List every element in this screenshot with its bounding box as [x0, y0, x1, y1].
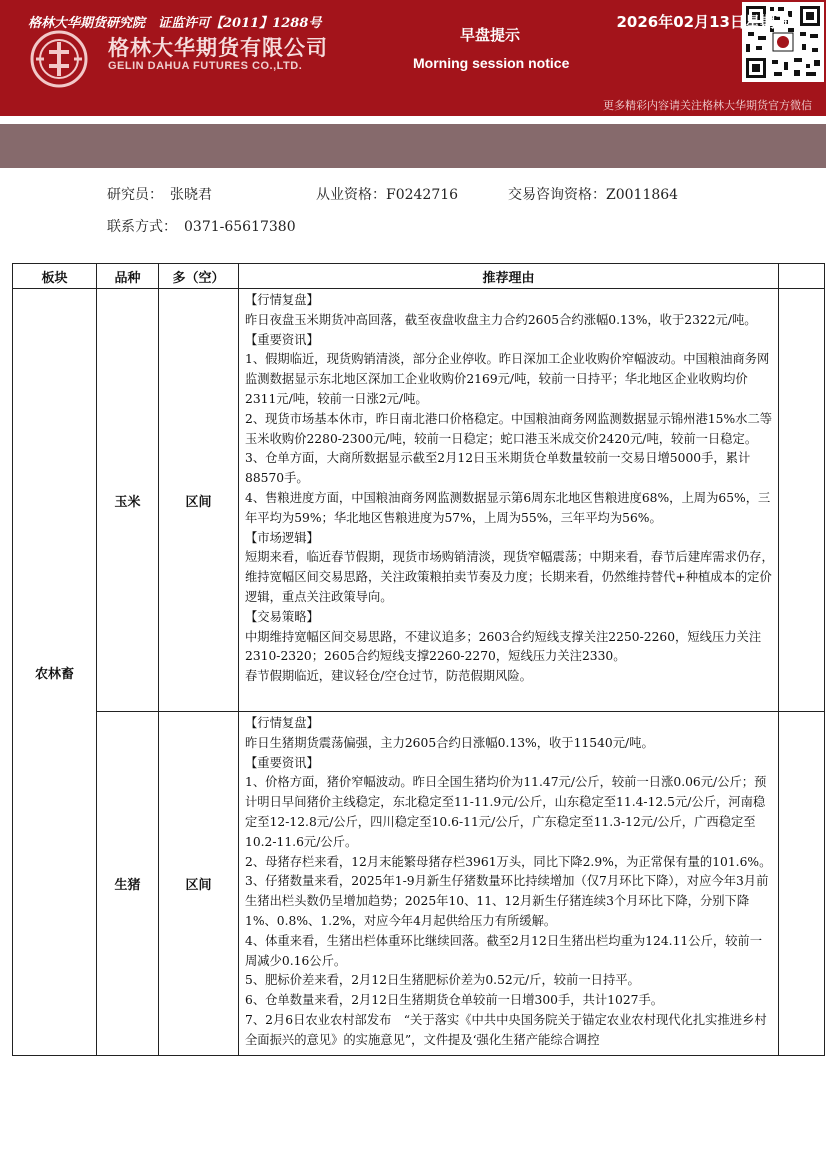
blank-cell	[779, 712, 825, 1056]
reason-paragraphs	[245, 291, 774, 687]
reason-cell	[239, 712, 779, 1056]
section-heading: 【重要资讯】	[245, 332, 319, 347]
reason-paragraph: 1、假期临近，现货购销清淡，部分企业停收。昨日深加工企业收购价窄幅波动。中国粮油商务网监测数据显示东北地区深加工企业收购价2169元/吨，较前一日持平；华北地区企业收购均价2311元/吨，较前一日涨2元/吨。	[245, 352, 770, 406]
wechat-follow-note: 更多精彩内容请关注格林大华期货官方微信	[603, 99, 812, 112]
report-date: 2026年02月13日星期五	[616, 13, 790, 31]
notice-title-en: Morning session notice	[413, 55, 570, 71]
section-heading: 【行情复盘】	[245, 293, 319, 307]
reason-paragraph: 1、价格方面，猪价窄幅波动。昨日全国生猪均价为11.47元/公斤，较前一日涨0.06元/公斤；预计明日早间猪价主线稳定，东北稳定至11-11.9元/公斤，山东稳定至11.4-12.5元/公斤，河南稳定至12-12.8元/公斤，四川稳定至10.6-11元/公斤，广东稳定至11.3-12元/公斤，广西稳定至10.2-11.6元/公斤。	[245, 775, 767, 849]
reason-paragraph: 3、仔猪数量来看，2025年1-9月新生仔猪数量环比持续增加（仅7月环比下降），对应今年3月前生猪出栏头数仍呈增加趋势；2025年10、11、12月新生仔猪连续3个月环比下降，分别下降1%、0.8%、1.2%，对应今年4月起供给压力有所缓解。	[245, 874, 769, 928]
company-name-en: GELIN DAHUA FUTURES CO.,LTD.	[108, 60, 303, 72]
notice-title-cn: 早盘提示	[460, 26, 521, 44]
reason-paragraph: 4、体重来看，生猪出栏体重环比继续回落。截至2月12日生猪出栏均重为124.11公斤，较前一周减少0.16公斤。	[245, 933, 763, 968]
recommendation-table	[12, 263, 825, 1056]
header-direction: 多（空）	[159, 264, 239, 289]
reason-paragraph: 7、2月6日农业农村部发布 “关于落实《中共中央国务院关于锚定农业农村现代化扎实推进乡村全面振兴的意见》的实施意见”，文件提及‘强化生猪产能综合调控	[245, 1012, 767, 1047]
institute-license: 格林大华期货研究院 证监许可【2011】1288号	[28, 16, 322, 31]
header-blank	[779, 264, 825, 289]
reason-paragraph: 6、仓单数量来看，2月12日生猪期货仓单较前一日增300手，共计1027手。	[245, 993, 664, 1008]
contact-info: 联系方式： 0371-65617380	[107, 219, 296, 235]
company-name-cn: 格林大华期货有限公司	[108, 36, 328, 60]
header-variety: 品种	[97, 264, 159, 289]
company-logo-icon	[30, 30, 88, 88]
header-reason: 推荐理由	[239, 264, 779, 289]
direction-cell: 区间	[159, 289, 239, 712]
section-heading: 【行情复盘】	[245, 716, 319, 730]
reason-paragraphs	[245, 714, 774, 1055]
variety-cell: 生猪	[97, 712, 159, 1056]
reason-paragraph: 昨日生猪期货震荡偏强，主力2605合约日涨幅0.13%，收于11540元/吨。	[245, 735, 654, 750]
info-bar	[0, 124, 826, 168]
practice-qualification: 从业资格：F0242716	[316, 187, 459, 203]
reason-paragraph: 短期来看，临近春节假期，现货市场购销清淡，现货窄幅震荡；中期来看，春节后建库需求仍存，维持宽幅区间交易思路，关注政策粮拍卖节奏及力度；长期来看，仍然维持替代+种植成本的定价逻辑，重点关注政策导向。	[245, 550, 774, 604]
section-heading: 【市场逻辑】	[245, 530, 319, 545]
reason-cell	[239, 289, 779, 712]
blank-cell	[779, 289, 825, 712]
reason-paragraph: 中期维持宽幅区间交易思路，不建议追多；2603合约短线支撑关注2250-2260，短线压力关注2310-2320；2605合约短线支撑2260-2270，短线压力关注2330。	[245, 629, 762, 664]
header-sector: 板块	[13, 264, 97, 289]
reason-paragraph: 5、肥标价差来看，2月12日生猪肥标价差为0.52元/斤，较前一日持平。	[245, 973, 640, 988]
reason-paragraph: 4、售粮进度方面，中国粮油商务网监测数据显示第6周东北地区售粮进度68%，上周为65%，三年平均为59%；华北地区售粮进度为57%，上周为55%，三年平均为56%。	[245, 490, 771, 525]
table-row	[13, 289, 825, 712]
section-heading: 【重要资讯】	[245, 755, 319, 770]
reason-paragraph: 2、现货市场基本休市，昨日南北港口价格稳定。中国粮油商务网监测数据显示锦州港15%水二等玉米收购价2280-2300元/吨，较前一日稳定；蛇口港玉米成交价2420元/吨，较前一日稳定。	[245, 411, 773, 446]
table-header-row	[13, 264, 825, 289]
researcher-name: 研究员： 张晓君	[107, 187, 212, 203]
reason-paragraph: 昨日夜盘玉米期货冲高回落，截至夜盘收盘主力合约2605合约涨幅0.13%，收于2322元/吨。	[245, 312, 757, 327]
sector-cell: 农林畜	[13, 289, 97, 1056]
variety-cell: 玉米	[97, 289, 159, 712]
section-heading: 【交易策略】	[245, 609, 319, 624]
consult-qualification: 交易咨询资格：Z0011864	[508, 187, 679, 203]
direction-cell: 区间	[159, 712, 239, 1056]
reason-paragraph: 春节假期临近，建议轻仓/空仓过节，防范假期风险。	[245, 669, 532, 684]
table-row	[13, 712, 825, 1056]
reason-paragraph: 3、仓单方面，大商所数据显示截至2月12日玉米期货仓单数量较前一交易日增5000手，累计88570手。	[245, 451, 751, 486]
reason-paragraph: 2、母猪存栏来看，12月末能繁母猪存栏3961万头，同比下降2.9%，为正常保有量的101.6%。	[245, 854, 772, 869]
